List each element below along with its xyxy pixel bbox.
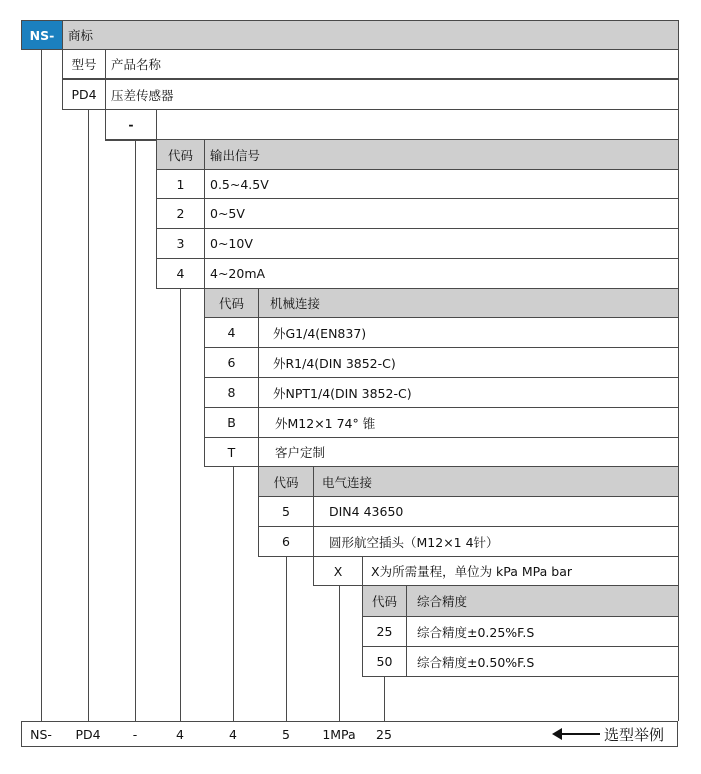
mechanical-label: 外G1/4(EN837) — [258, 317, 679, 348]
model-value: 产品名称 — [105, 49, 679, 79]
output-signal-label: 4~20mA — [204, 258, 679, 289]
mechanical-label: 客户定制 — [258, 437, 679, 467]
mechanical-code: 8 — [204, 377, 259, 408]
separator-cell: - — [105, 109, 157, 140]
product-value: 压差传感器 — [105, 79, 679, 110]
product-key: PD4 — [62, 79, 106, 110]
output-signal-code-header: 代码 — [156, 139, 205, 170]
mechanical-label: 外NPT1/4(DIN 3852-C) — [258, 377, 679, 408]
output-signal-code: 3 — [156, 228, 205, 259]
example-part-separator: - — [132, 726, 138, 742]
output-signal-code: 4 — [156, 258, 205, 289]
connector-line — [41, 50, 42, 721]
electrical-code-header: 代码 — [258, 466, 314, 497]
electrical-code: 6 — [258, 526, 314, 557]
accuracy-code: 50 — [362, 646, 407, 677]
brand-prefix: NS- — [21, 20, 63, 50]
electrical-title: 电气连接 — [313, 466, 679, 497]
output-signal-label: 0~10V — [204, 228, 679, 259]
connector-line — [286, 556, 287, 721]
example-part-electrical: 5 — [282, 726, 290, 742]
connector-line — [88, 110, 89, 721]
mechanical-code: B — [204, 407, 259, 438]
accuracy-label: 综合精度±0.50%F.S — [406, 646, 679, 677]
connector-line — [135, 140, 157, 141]
accuracy-code-header: 代码 — [362, 585, 407, 617]
connector-line — [105, 140, 135, 141]
connector-line — [678, 676, 679, 721]
example-part-accuracy: 25 — [376, 726, 392, 742]
electrical-label: DIN4 43650 — [313, 496, 679, 527]
model-key: 型号 — [62, 49, 106, 79]
mechanical-code: 4 — [204, 317, 259, 348]
mechanical-label: 外M12×1 74° 锥 — [258, 407, 679, 438]
connector-line — [180, 288, 181, 721]
example-part-output: 4 — [176, 726, 184, 742]
mechanical-title: 机械连接 — [258, 288, 679, 318]
mechanical-code: T — [204, 437, 259, 467]
accuracy-label: 综合精度±0.25%F.S — [406, 616, 679, 647]
example-part-range: 1MPa — [322, 726, 356, 742]
output-signal-label: 0.5~4.5V — [204, 169, 679, 199]
mechanical-code: 6 — [204, 347, 259, 378]
mechanical-label: 外R1/4(DIN 3852-C) — [258, 347, 679, 378]
output-signal-label: 0~5V — [204, 198, 679, 229]
electrical-label: 圆形航空插头（M12×1 4针） — [313, 526, 679, 557]
example-part-model: PD4 — [75, 726, 101, 742]
brand-label: 商标 — [62, 20, 679, 50]
electrical-code: 5 — [258, 496, 314, 527]
accuracy-code: 25 — [362, 616, 407, 647]
accuracy-title: 综合精度 — [406, 585, 679, 617]
output-signal-title: 输出信号 — [204, 139, 679, 170]
separator-blank — [156, 109, 679, 140]
connector-line — [233, 466, 234, 721]
example-note: 选型举例 — [604, 725, 665, 744]
output-signal-code: 1 — [156, 169, 205, 199]
example-part-brand: NS- — [30, 726, 52, 742]
output-signal-code: 2 — [156, 198, 205, 229]
mechanical-code-header: 代码 — [204, 288, 259, 318]
connector-line — [384, 676, 385, 721]
arrow-left-icon-shaft — [560, 733, 600, 735]
connector-line — [135, 140, 136, 721]
example-part-mechanical: 4 — [229, 726, 237, 742]
range-label: X为所需量程，单位为 kPa MPa bar — [362, 556, 679, 586]
connector-line — [339, 586, 340, 721]
range-code: X — [313, 556, 363, 586]
